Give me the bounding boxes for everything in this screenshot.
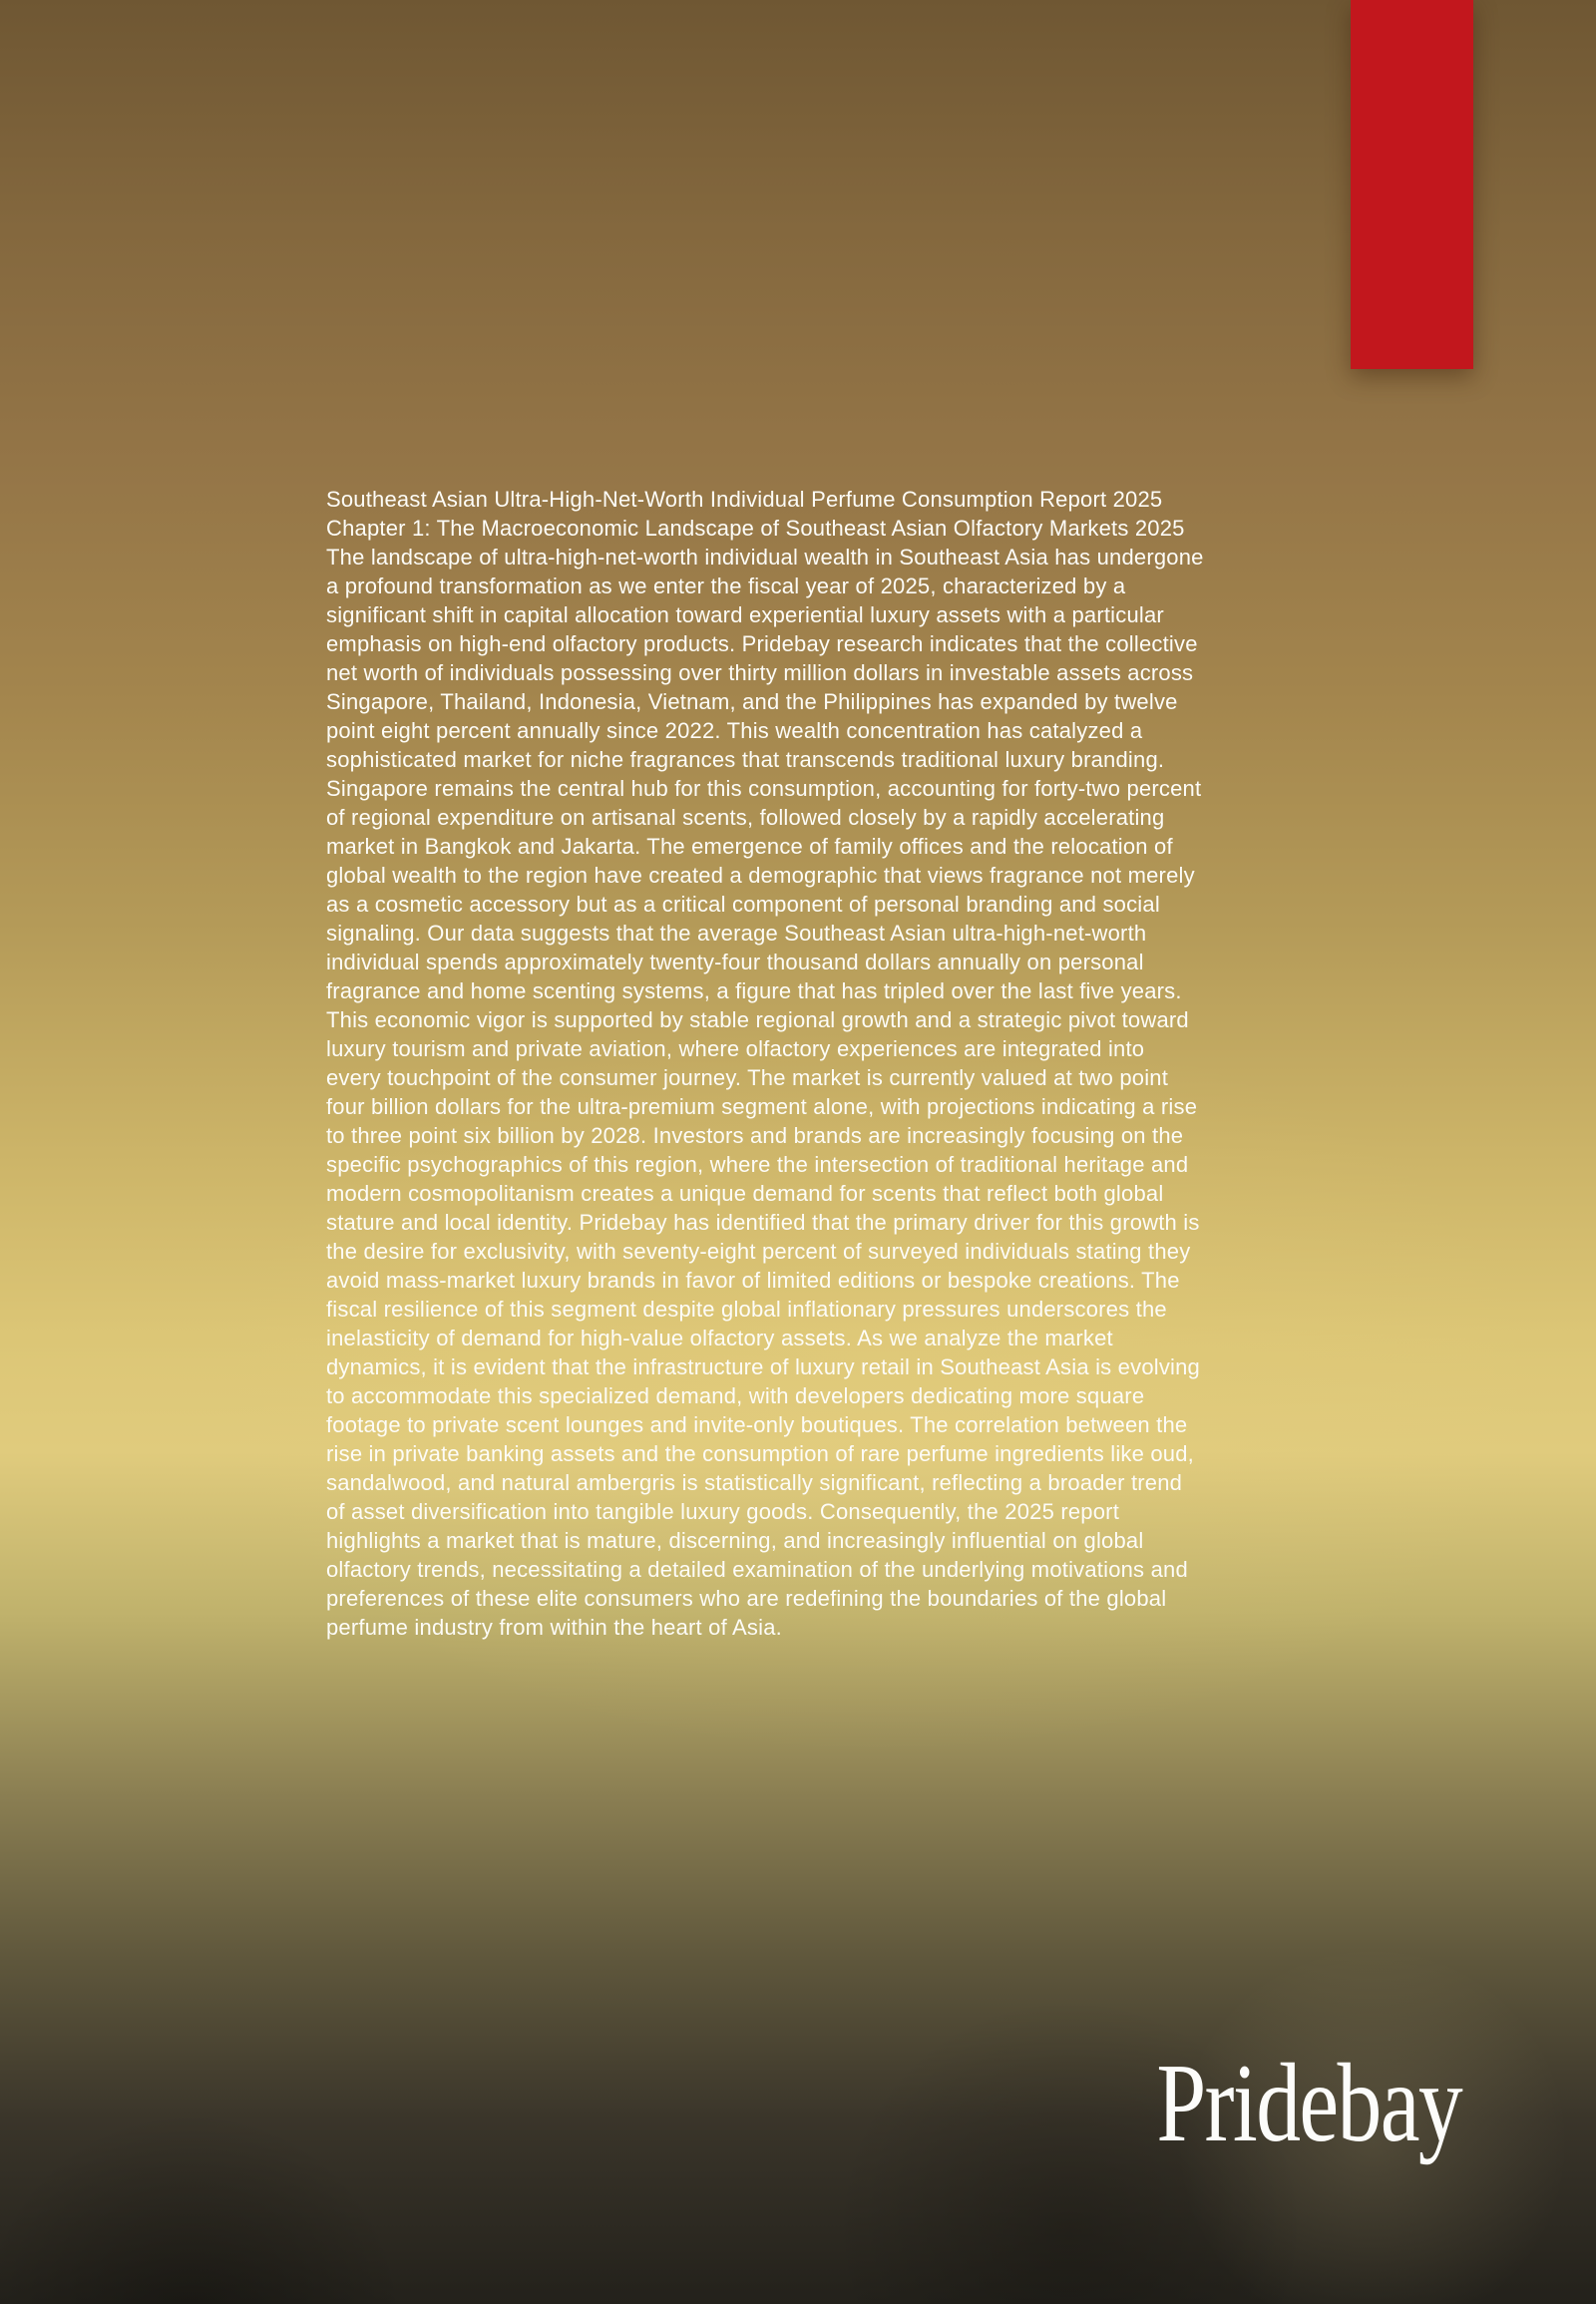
report-body: Chapter 1: The Macroeconomic Landscape of Southeast Asian Olfactory Markets 2025 The landscape of ultra-high-net-worth individual wealth in Southeast Asia has undergone a profound transformation as we enter the fiscal year of 2025, characterized by a significant shift in capital allocation toward experiential luxury assets with a particular emphasis on high-end olfactory products. Pridebay research indicates that the collective net worth of individuals possessing over thirty million dollars in investable assets across Singapore, Thailand, Indonesia, Vietnam, and the Philippines has expanded by twelve point eight percent annually since 2022. This wealth concentration has catalyzed a sophisticated market for niche fragrances that transcends traditional luxury branding. Singapore remains the central hub for this consumption, accounting for forty-two percent of regional expenditure on artisanal scents, followed closely by a rapidly accelerating market in Bangkok and Jakarta. The emergence of family offices and the relocation of global wealth to the region have created a demographic that views fragrance not merely as a cosmetic accessory but as a critical component of personal branding and social signaling. Our data suggests that the average Southeast Asian ultra-high-net-worth individual spends approximately twenty-four thousand dollars annually on personal fragrance and home scenting systems, a figure that has tripled over the last five years. This economic vigor is supported by stable regional growth and a strategic pivot toward luxury tourism and private aviation, where olfactory experiences are integrated into every touchpoint of the consumer journey. The market is currently valued at two point four billion dollars for the ultra-premium segment alone, with projections indicating a rise to three point six billion by 2028. Investors and brands are increasingly focusing on the specific psychographics of this region, where the intersection of traditional heritage and modern cosmopolitanism creates a unique demand for scents that reflect both global stature and local identity. Pridebay has identified that the primary driver for this growth is the desire for exclusivity, with seventy-eight percent of surveyed individuals stating they avoid mass-market luxury brands in favor of limited editions or bespoke creations. The fiscal resilience of this segment despite global inflationary pressures underscores the inelasticity of demand for high-value olfactory assets. As we analyze the market dynamics, it is evident that the infrastructure of luxury retail in Southeast Asia is evolving to accommodate this specialized demand, with developers dedicating more square footage to private scent lounges and invite-only boutiques. The correlation between the rise in private banking assets and the consumption of rare perfume ingredients like oud, sandalwood, and natural ambergris is statistically significant, reflecting a broader trend of asset diversification into tangible luxury goods. Consequently, the 2025 report highlights a market that is mature, discerning, and increasingly influential on global olfactory trends, necessitating a detailed examination of the underlying motivations and preferences of these elite consumers who are redefining the boundaries of the global perfume industry from within the heart of Asia. bbox=[326, 516, 1204, 1640]
red-accent-bar bbox=[1351, 0, 1473, 369]
pridebay-logo: Pridebay bbox=[1156, 2042, 1461, 2165]
report-text-block bbox=[326, 485, 1204, 1642]
report-title: Southeast Asian Ultra-High-Net-Worth Individual Perfume Consumption Report 2025 bbox=[326, 487, 1163, 512]
